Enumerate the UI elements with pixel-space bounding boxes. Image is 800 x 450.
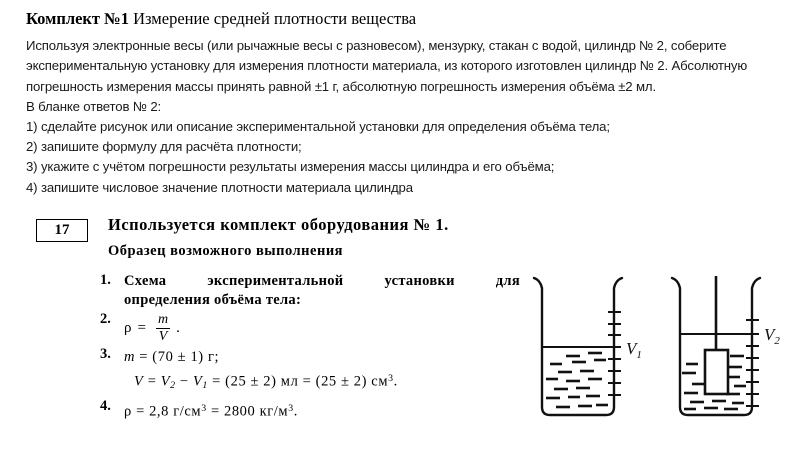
task-paragraph-2: В бланке ответов № 2: bbox=[26, 98, 162, 114]
step-1-line-1: Схема экспериментальной установки для bbox=[124, 273, 520, 289]
volume-variable: V bbox=[134, 373, 144, 390]
task-number-value: 17 bbox=[54, 222, 70, 238]
task-statement-block bbox=[26, 8, 774, 198]
task-body bbox=[26, 36, 774, 198]
sample-subheading: Образец возможного выполнения bbox=[108, 243, 344, 259]
mass-expression: = (70 ± 1) г; bbox=[135, 349, 220, 365]
beaker-1-level-label: $V_1$ bbox=[626, 339, 642, 361]
fraction-numerator: m bbox=[157, 311, 169, 327]
task-subject-label: Измерение средней плотности вещества bbox=[133, 9, 417, 28]
step-3-number: 3. bbox=[100, 346, 111, 362]
step-3-text bbox=[124, 346, 520, 397]
step-1-line-2: определения объёма тела: bbox=[124, 292, 302, 308]
step-1-number: 1. bbox=[100, 272, 111, 288]
volume-equals-a: = bbox=[143, 373, 161, 390]
sample-heading: Используется комплект оборудования № 1. bbox=[108, 215, 449, 234]
density-symbol: ρ bbox=[124, 319, 132, 336]
solution-step-3 bbox=[100, 346, 520, 397]
volume-v1-subscript: 1 bbox=[202, 380, 208, 392]
solution-step-4 bbox=[100, 398, 520, 422]
equals-symbol: = bbox=[137, 319, 146, 336]
task-requirement-3: 3) укажите с учётом погрешности результаты измерения массы цилиндра и его объёма; bbox=[26, 159, 555, 175]
density-value-si: = 2800 кг/м bbox=[206, 403, 289, 420]
density-symbol-result: ρ bbox=[124, 403, 132, 420]
step-2-formula bbox=[124, 311, 520, 345]
density-cgs-exponent: 3 bbox=[201, 403, 207, 415]
step-3-mass-line bbox=[124, 346, 520, 368]
volume-v1: V bbox=[192, 373, 203, 390]
mass-variable: m bbox=[124, 349, 136, 365]
volume-expression-b: = (25 ± 2) мл = (25 ± 2) см bbox=[207, 373, 389, 390]
beaker-2-level-label: $V_2$ bbox=[764, 325, 780, 347]
beaker-1-group bbox=[534, 278, 642, 415]
task-title bbox=[26, 8, 774, 30]
beakers-svg bbox=[520, 272, 800, 442]
task-requirement-1: 1) сделайте рисунок или описание экспериментальной установки для определения объёма тела; bbox=[26, 119, 610, 135]
volume-minus: − bbox=[175, 373, 193, 390]
solution-step-1 bbox=[100, 272, 520, 310]
experiment-diagram bbox=[520, 272, 800, 442]
step-2-period: . bbox=[176, 319, 180, 336]
step-3-volume-line bbox=[124, 368, 520, 397]
task-requirement-4: 4) запишите числовое значение плотности материала цилиндра bbox=[26, 179, 413, 195]
step-1-text bbox=[124, 272, 520, 310]
step-4-density-line bbox=[124, 398, 520, 422]
step-4-period: . bbox=[293, 403, 298, 420]
solution-steps-list bbox=[100, 272, 520, 424]
task-requirement-2: 2) запишите формулу для расчёта плотности; bbox=[26, 139, 302, 155]
step-2-number: 2. bbox=[100, 311, 111, 327]
task-number-box bbox=[36, 219, 88, 242]
step-4-text bbox=[124, 398, 520, 422]
mass-over-volume-fraction bbox=[155, 313, 171, 344]
task-kit-label: Комплект №1 bbox=[26, 9, 129, 28]
density-value-cgs: = 2,8 г/см bbox=[131, 403, 202, 420]
step-4-number: 4. bbox=[100, 398, 111, 415]
submerged-cylinder bbox=[705, 350, 728, 394]
task-paragraph-1: Используя электронные весы (или рычажные весы с разновесом), мензурку, стакан с водой, цилиндр № 2, соберите экспериментальную установку для измерения плотности материала, из которого изготовлен цилиндр № 2. Абсолютную погрешность измерения массы принять равной ±1 г, абсолютную погрешность измерения объёма ±2 мл. bbox=[26, 38, 748, 94]
solution-step-2 bbox=[100, 311, 520, 345]
volume-unit-exponent: 3 bbox=[388, 373, 394, 384]
fraction-denominator: V bbox=[156, 328, 171, 344]
beaker-2-group bbox=[672, 276, 780, 415]
density-si-exponent: 3 bbox=[288, 403, 294, 415]
volume-v2: V bbox=[160, 373, 171, 390]
step-3-period: . bbox=[393, 373, 398, 390]
volume-v2-subscript: 2 bbox=[170, 380, 176, 392]
